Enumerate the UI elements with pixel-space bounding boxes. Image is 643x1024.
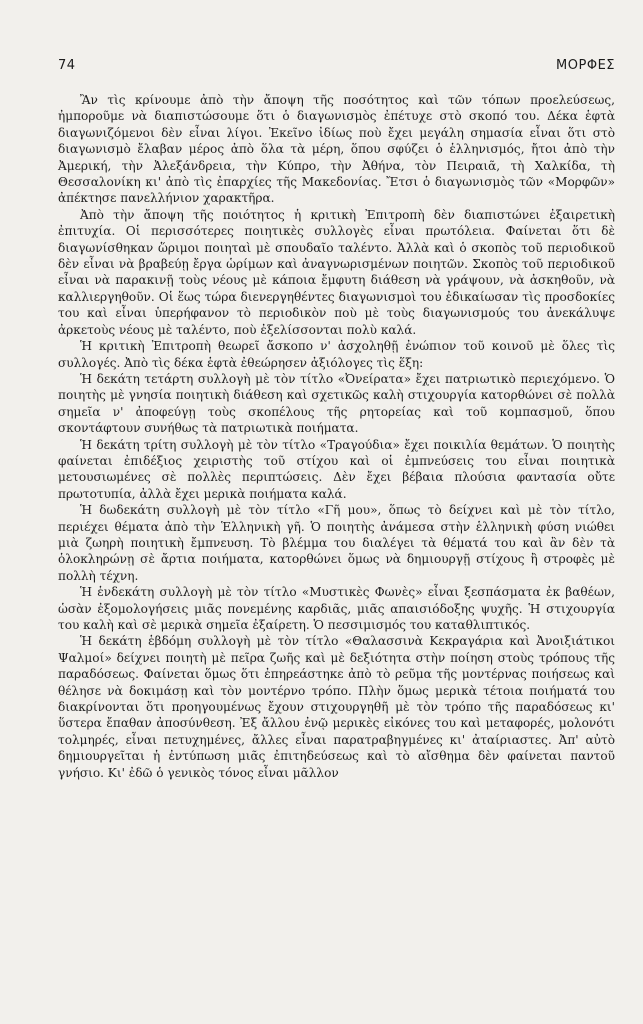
page-header	[58, 58, 615, 82]
paragraph-fourteenth-collection: Ἡ δεκάτη τετάρτη συλλογὴ μὲ τὸν τίτλο «Ὀνείρατα» ἔχει πατριωτικὸ περιεχόμενο. Ὁ ποιητὴς μὲ γνησία ποιητικὴ διάθεση καὶ σχετικῶς καλὴ στιχουργία κατορθώνει σὲ πολλὰ σημεῖα ν' ἀποφεύγῃ τοὺς σκοπέλους τῆς ρητορείας καὶ τοῦ κομπασμοῦ, ὅπου σκοντάφτουν συνήθως τὰ πατριωτικὰ ποιήματα.	[58, 371, 615, 436]
paragraph-quantity: Ἂν τὶς κρίνουμε ἀπὸ τὴν ἄποψη τῆς ποσότητος καὶ τῶν τόπων προελεύσεως, ἠμποροῦμε νὰ διαπιστώσουμε ὅτι ὁ διαγωνισμὸς ἐπέτυχε στὸ σκοπό του. Δέκα ἑφτὰ διαγωνιζόμενοι δὲν εἶναι λίγοι. Ἐκεῖνο ἰδίως ποὺ ἔχει μεγάλη σημασία εἶναι ὅτι στὸ διαγωνισμὸ ἔλαβαν μέρος ἀπὸ ὅλα τὰ μέρη, ὅπου σφύζει ὁ ἑλληνισμός, ἤτοι ἀπὸ τὴν Ἀμερική, τὴν Ἀλεξάνδρεια, τὴν Κύπρο, τὴν Ἀθήνα, τὸν Πειραιᾶ, τὴ Χαλκίδα, τὴ Θεσσαλονίκη κι' ἀπὸ τὶς ἐπαρχίες τῆς Μακεδονίας. Ἔτσι ὁ διαγωνισμὸς τῶν «Μορφῶν» ἀπέκτησε πανελλήνιον χαρακτῆρα.	[58, 93, 615, 206]
page-number: 74	[58, 58, 76, 73]
paragraph-seventeenth-collection: Ἡ δεκάτη ἑβδόμη συλλογὴ μὲ τὸν τίτλο «Θαλασσινὰ Κεκραγάρια καὶ Ἀνοιξιάτικοι Ψαλμοί» δείχνει ποιητὴ μὲ πεῖρα ζωῆς καὶ μὲ δεξιότητα στὴν ποίηση στοὺς τρόπους τῆς παραδόσεως. Φαίνεται ὅμως ὅτι ἐπηρεάστηκε ἀπὸ τὸ ρεῦμα τῆς μοντέρνας ποιήσεως καὶ θέλησε νὰ δοκιμάσῃ καὶ τὸν μοντέρνο τρόπο. Πλὴν ὅμως μερικὰ τέτοια ποιήματά του διακρίνονται ὅτι προηγουμένως ἔχουν στιχουργηθῆ μὲ τὸν τρόπο τῆς παραδόσεως κι' ὕστερα ἔπαθαν ἀποσύνθεση. Ἐξ ἄλλου ἐνῷ μερικὲς εἰκόνες του καὶ μεταφορές, μολονότι τολμηρές, εἶναι πετυχημένες, ἄλλες εἶναι παρατραβηγμένες κι' ἀταίριαστες. Ἀπ' αὐτὸ δημιουργεῖται ἡ ἐντύπωση μιᾶς ἐπιτηδεύσεως καὶ τὸ αἴσθημα δὲν φαίνεται παντοῦ γνήσιο. Κι' ἐδῶ ὁ γενικὸς τόνος εἶναι μᾶλλον	[58, 634, 615, 780]
paragraph-twelfth-collection: Ἡ δωδεκάτη συλλογὴ μὲ τὸν τίτλο «Γῆ μου», ὅπως τὸ δείχνει καὶ μὲ τὸν τίτλο, περιέχει θέματα ἀπὸ τὴν Ἑλληνικὴ γῆ. Ὁ ποιητὴς ἀνάμεσα στὴν ἑλληνικὴ φύση νιώθει μιὰ ζωηρὴ ποιητικὴ ἔμπνευση. Τὸ βλέμμα του διαλέγει τὰ θέματά του καὶ ἂν δὲν τὰ ὁλοκληρώνῃ σὲ ἄρτια ποιήματα, κατορθώνει ὅμως νὰ δημιουργῇ στίχους ἢ στροφὲς μὲ πολλὴ τέχνη.	[58, 503, 615, 583]
paragraph-quality: Ἀπὸ τὴν ἄποψη τῆς ποιότητος ἡ κριτικὴ Ἐπιτροπὴ δὲν διαπιστώνει ἐξαιρετικὴ ἐπιτυχία. Οἱ περισσότερες ποιητικὲς συλλογὲς εἶναι πρωτόλεια. Φαίνεται ὅτι δὲ διαγωνίσθηκαν ὥριμοι ποιηταὶ μὲ σπουδαῖο ταλέντο. Ἀλλὰ καὶ ὁ σκοπὸς τοῦ περιοδικοῦ δὲν εἶναι νὰ βραβεύῃ ἔργα ὡρίμων καὶ ἀναγνωρισμένων ποιητῶν. Σκοπὸς τοῦ περιοδικοῦ εἶναι νὰ παρακινῇ τοὺς νέους μὲ κάποια ἔμφυτη διάθεση νὰ γράψουν, νὰ ἀσκηθοῦν, νὰ καλλιεργηθοῦν. Οἱ ἕως τώρα διενεργηθέντες διαγωνισμοὶ του ἐδικαίωσαν τὶς προσδοκίες του καὶ εἶναι ὑπερήφανον τὸ περιοδικὸν ποὺ μὲ τοὺς διαγωνισμούς του ἀνεκάλυψε ἀρκετοὺς νέους μὲ ταλέντο, ποὺ ἐξελίσσονται πολὺ καλά.	[58, 207, 615, 337]
paragraph-thirteenth-collection: Ἡ δεκάτη τρίτη συλλογὴ μὲ τὸν τίτλο «Τραγούδια» ἔχει ποικιλία θεμάτων. Ὁ ποιητὴς φαίνεται ἐπιδέξιος χειριστὴς τοῦ στίχου καὶ οἱ ἐμπνεύσεις του εἶναι ποιητικὰ μετουσιωμένες σὲ πολλὲς περιπτώσεις. Δὲν ἔχει βέβαια πλούσια φαντασία οὔτε πρωτοτυπία, ἀλλὰ ἔχει μερικὰ ποιήματα καλά.	[58, 437, 615, 501]
paragraph-committee: Ἡ κριτικὴ Ἐπιτροπὴ θεωρεῖ ἄσκοπο ν' ἀσχοληθῇ ἐνώπιον τοῦ κοινοῦ μὲ ὅλες τὶς συλλογές. Ἀπὸ τὶς δέκα ἑφτὰ ἐθεώρησεν ἀξιόλογες τὶς ἕξη:	[58, 339, 615, 370]
journal-title: ΜΟΡΦΕΣ	[556, 58, 615, 73]
article-body	[58, 92, 615, 781]
paragraph-eleventh-collection: Ἡ ἑνδεκάτη συλλογὴ μὲ τὸν τίτλο «Μυστικὲς Φωνὲς» εἶναι ξεσπάσματα ἐκ βαθέων, ὡσὰν ἐξομολογήσεις μιᾶς πονεμένης καρδιᾶς, μιᾶς απαισιόδοξης ψυχῆς. Ἡ στιχουργία του καλὴ καὶ σὲ μερικὰ σημεῖα ἐξαίρετη. Ὁ πεσσιμισμός του καταθλιπτικός.	[58, 585, 615, 632]
